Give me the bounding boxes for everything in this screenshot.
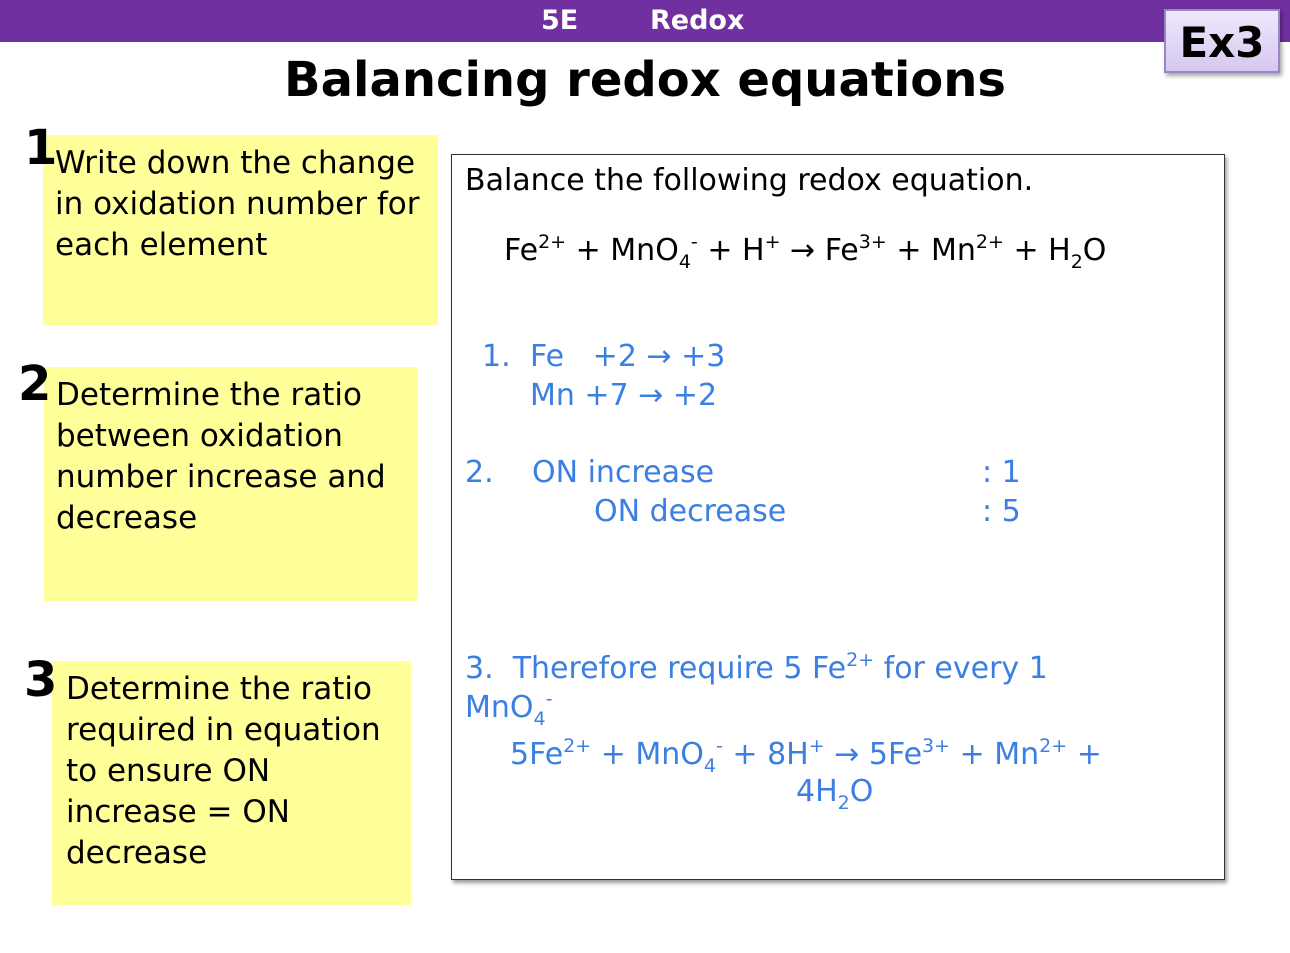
header-bar [0,0,1290,42]
unit-topic: Redox [650,5,745,36]
superscript: - [690,231,698,253]
step-3-line-1 [465,649,1048,686]
superscript: - [545,688,553,710]
step-2-box [44,367,417,601]
equation-text: 5Fe [510,737,564,772]
on-decrease-label: ON decrease [594,494,787,529]
instruction: Balance the following redox equation. [465,163,1034,198]
superscript: 2+ [1039,735,1068,757]
superscript: 2+ [563,735,592,757]
page-title: Balancing redox equations [284,52,1006,108]
equation-text: Fe [504,233,539,268]
step-1-label: 1. [482,339,511,374]
equation-text: + Mn [950,737,1040,772]
equation-text: → Fe [780,233,859,268]
step-1-box [43,135,438,325]
example-badge: Ex3 [1164,9,1280,73]
subscript: 4 [703,755,717,777]
unbalanced-equation [504,231,1106,273]
superscript: 2+ [975,231,1004,253]
mn-oxidation-change: Mn +7 → +2 [530,378,718,413]
superscript: - [716,735,723,757]
equation-text: → 5Fe [824,737,923,772]
superscript: 3+ [858,231,887,253]
equation-text: + Mn [886,233,976,268]
unit-code: 5E [541,5,579,36]
equation-text: + [1067,737,1102,772]
on-increase-value: : 1 [982,455,1021,490]
equation-text: O [849,774,874,809]
superscript: + [764,231,781,253]
step-2-text: Determine the ratio between oxidation number increase and decrease [56,377,386,536]
step-2-number: 2 [18,356,52,412]
step-3-box [52,661,411,905]
equation-text: 4H [796,774,838,809]
superscript: + [808,735,825,757]
subscript: 2 [1070,251,1083,273]
step-3-line-2 [465,688,552,730]
equation-text: for every 1 [874,651,1048,686]
step-3-number: 3 [24,652,58,708]
subscript: 4 [533,708,546,730]
step-1-number: 1 [24,120,58,176]
equation-text: + H [697,233,765,268]
superscript: 3+ [922,735,951,757]
equation-text: + MnO [591,737,704,772]
step-3-text: Determine the ratio required in equation to ensure ON increase = ON decrease [66,671,381,871]
equation-text: + H [1003,233,1071,268]
equation-text: MnO [465,690,534,725]
subscript: 4 [678,251,691,273]
balanced-equation-line-1 [510,735,1102,777]
on-decrease-value: : 5 [982,494,1021,529]
balanced-equation-line-2 [796,774,873,814]
example-panel [451,154,1225,880]
step-1-text: Write down the change in oxidation number for each element [55,145,420,263]
fe-oxidation-change: Fe +2 → +3 [530,339,726,374]
superscript: 2+ [846,649,875,671]
equation-text: + 8H [722,737,809,772]
equation-text: O [1082,233,1107,268]
equation-text: + MnO [566,233,679,268]
subscript: 2 [837,792,850,814]
on-increase-label: ON increase [532,455,715,490]
superscript: 2+ [538,231,567,253]
step-2-label: 2. [465,455,494,490]
equation-text: 3. Therefore require 5 Fe [465,651,847,686]
